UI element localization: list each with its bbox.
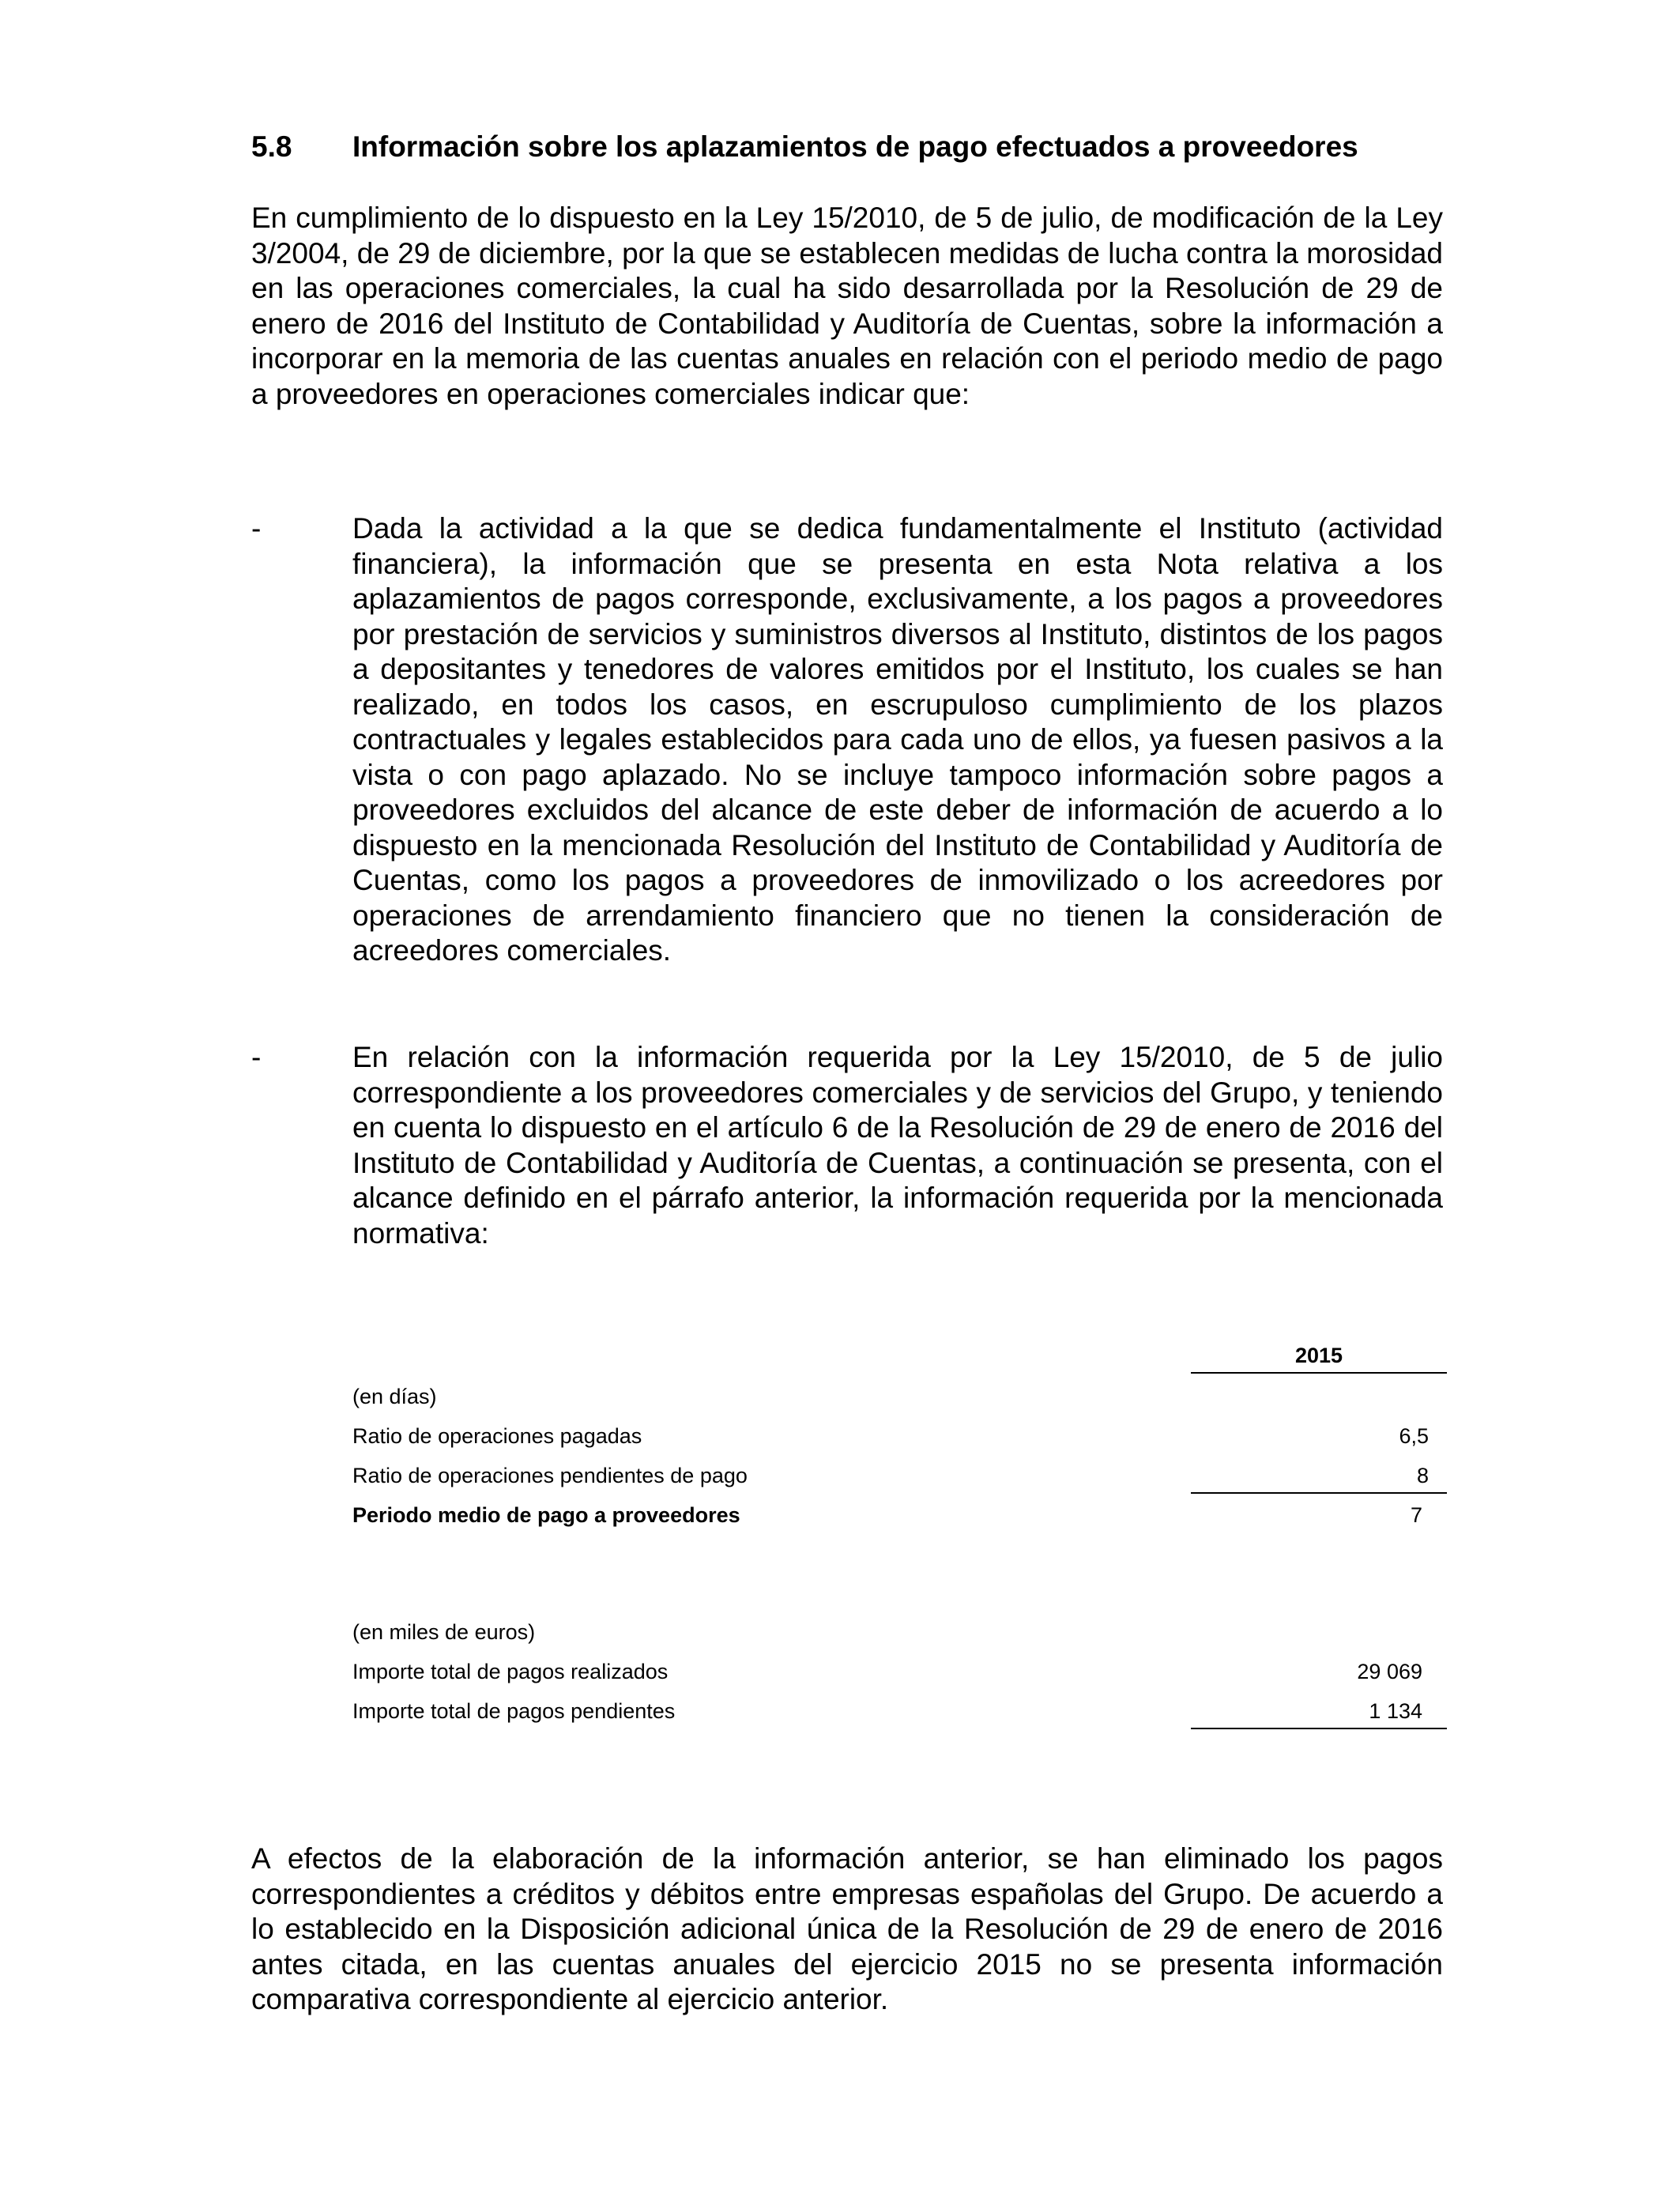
table-row-label: Importe total de pagos realizados	[352, 1660, 669, 1683]
bottom-rule	[1191, 1728, 1447, 1729]
intro-paragraph: En cumplimiento de lo dispuesto en la Ley 15/2010, de 5 de julio, de modificación de la Ley 3/2004, de 29 de diciembre, por la que se establecen medidas de lucha contra la morosidad en las operaciones comerciales, la cual ha sido desarrollada por la Resolución de 29 de enero de 2016 del Instituto de Contabilidad y Auditoría de Cuentas, sobre la información a incorporar en la memoria de las cuentas anuales en relación con el periodo medio de pago a proveedores en operaciones comerciales indicar que:	[251, 202, 1443, 410]
year-header: 2015	[1294, 1344, 1343, 1367]
section-heading	[251, 130, 1358, 164]
subtotal-rule	[1191, 1492, 1447, 1494]
table-total-value: 7	[1410, 1503, 1422, 1527]
table-row-label: Ratio de operaciones pagadas	[352, 1424, 642, 1448]
table-total-label: Periodo medio de pago a proveedores	[352, 1503, 740, 1527]
closing-paragraph: A efectos de la elaboración de la información anterior, se han eliminado los pagos correspondientes a créditos y débitos entre empresas españolas del Grupo. De acuerdo a lo establecido en la Disposición adicional única de la Resolución de 29 de enero de 2016 antes citada, en las cuentas anuales del ejercicio 2015 no se presenta información comparativa correspondiente al ejercicio anterior.	[251, 1842, 1443, 2015]
table-row-label: Importe total de pagos pendientes	[352, 1699, 676, 1723]
table-row-value: 29 069	[1357, 1660, 1422, 1683]
table-row-label: Ratio de operaciones pendientes de pago	[352, 1464, 748, 1487]
bullet-activity-scope: Dada la actividad a la que se dedica fundamentalmente el Instituto (actividad financiera), la información que se presenta en esta Nota relativa a los aplazamientos de pagos corresponde, exclusivamente, a los pagos a proveedores por prestación de servicios y suministros diversos al Instituto, distintos de los pagos a depositantes y tenedores de valores emitidos por el Instituto, los cuales se han realizado, en todos los casos, en escrupuloso cumplimiento de los plazos contractuales y legales establecidos para cada uno de ellos, ya fuesen pasivos a la vista o con pago aplazado. No se incluye tampoco información sobre pagos a proveedores excluidos del alcance de este deber de información de acuerdo a lo dispuesto en la mencionada Resolución del Instituto de Contabilidad y Auditoría de Cuentas, como los pagos a proveedores de inmovilizado o los acreedores por operaciones de arrendamiento financiero que no tienen la consideración de acreedores comerciales.	[352, 512, 1443, 967]
bullet-law-requirement: En relación con la información requerida por la Ley 15/2010, de 5 de julio correspondiente a los proveedores comerciales y de servicios del Grupo, y teniendo en cuenta lo dispuesto en el artículo 6 de la Resolución de 29 de enero de 2016 del Instituto de Contabilidad y Auditoría de Cuentas, a continuación se presenta, con el alcance definido en el párrafo anterior, la información requerida por la mencionada normativa:	[352, 1041, 1443, 1250]
table-row-value: 8	[1416, 1464, 1429, 1487]
bullet-marker: -	[251, 1041, 262, 1073]
days-unit-label: (en días)	[352, 1385, 437, 1408]
section-title: Información sobre los aplazamientos de pago efectuados a proveedores	[352, 130, 1358, 163]
bullet-marker: -	[251, 512, 262, 545]
header-rule	[1191, 1372, 1447, 1374]
table-row-value: 1 134	[1369, 1699, 1422, 1723]
euros-unit-label: (en miles de euros)	[352, 1620, 536, 1644]
section-number: 5.8	[251, 130, 292, 163]
table-row-value: 6,5	[1399, 1424, 1429, 1448]
